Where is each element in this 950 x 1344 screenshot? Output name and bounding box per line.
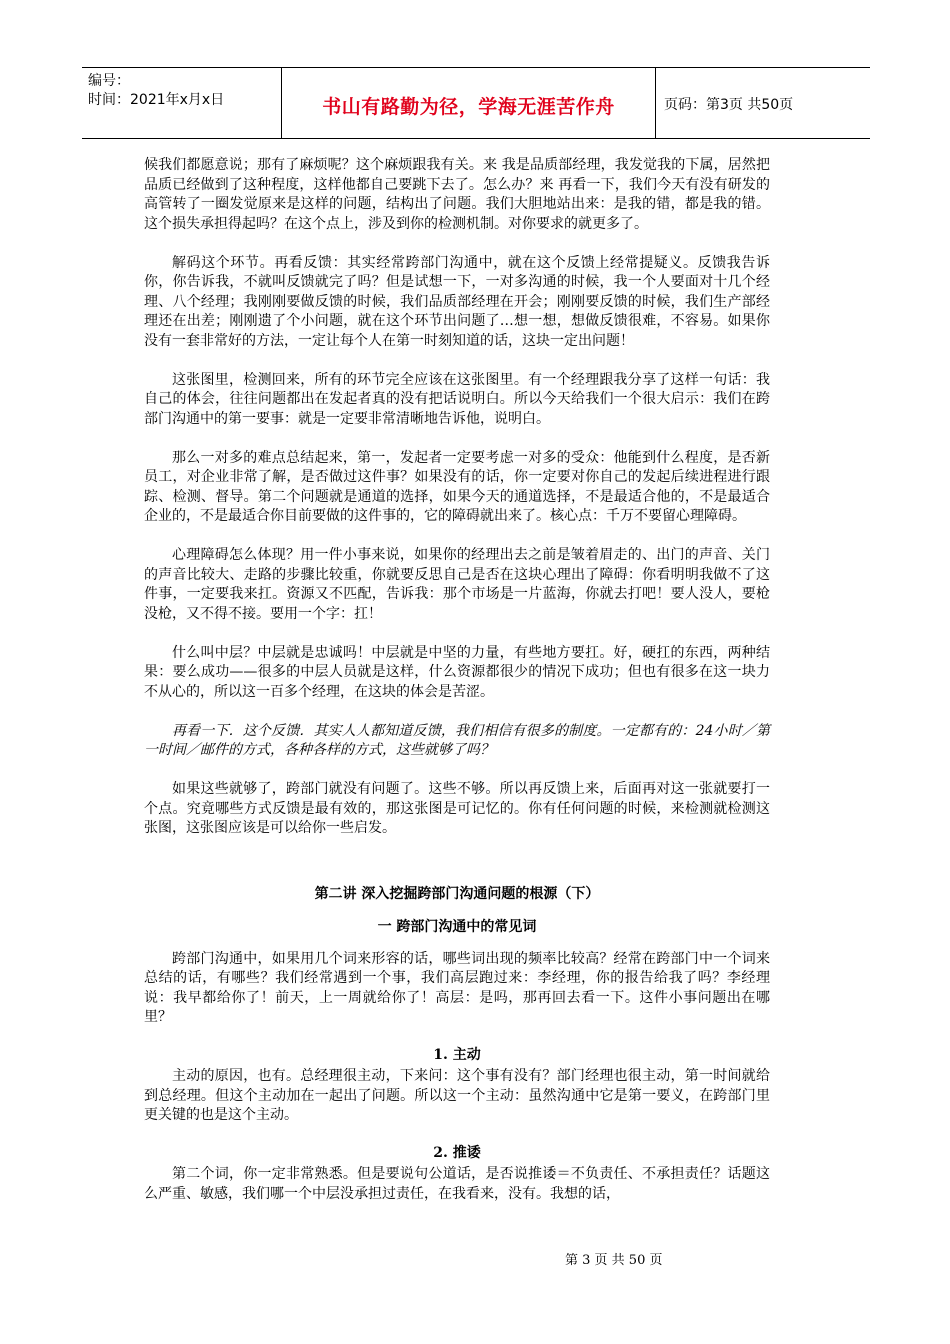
paragraph: 如果这些就够了，跨部门就没有问题了。这些不够。所以再反馈上来，后面再对这一张就要打一个点。究竟哪些方式反馈是最有效的，那这张图是可记忆的。你有任何问题的时候，来检测就检测这张图，这张图应该是可以给你一些启发。 — [144, 781, 770, 836]
paragraph-italic: 再看一下．这个反馈．其实人人都知道反馈，我们相信有很多的制度。一定都有的：24小时／第一时间／邮件的方式，各种各样的方式，这些就够了吗？ — [144, 722, 770, 758]
section-title: 一 跨部门沟通中的常见词 — [377, 919, 537, 935]
paragraph: 什么叫中层？中层就是忠诚吗！中层就是中坚的力量，有些地方要扛。好，硬扛的东西，两种结果：要么成功——很多的中层人员就是这样，什么资源都很少的情况下成功；但也有很多在这一块力不从心的，所以这一百多个经理，在这块的体会是苦涩。 — [144, 644, 770, 700]
header-divider — [655, 68, 656, 138]
header-time-label: 时间：2021年x月x日 — [88, 92, 225, 108]
header-page-label: 页码：第3页 共50页 — [664, 97, 794, 113]
header-meta — [88, 72, 224, 110]
paragraph: 这张图里，检测回来，所有的环节完全应该在这张图里。有一个经理跟我分享了这样一句话：我自己的体会，往往问题都出在发起者真的没有把话说明白。所以今天给我们一个很大启示：我们在跨部门沟通中的第一要事：就是一定要非常清晰地告诉他，说明白。 — [144, 371, 770, 427]
subsection-title: 2. 推诿 — [433, 1144, 481, 1161]
subsection-text: 第二个词，你一定非常熟悉。但是要说句公道话，是否说推诿＝不负责任、不承担责任？话题这么严重、敏感，我们哪一个中层没承担过责任，在我看来，没有。我想的话， — [144, 1166, 770, 1202]
header-number-label: 编号： — [88, 73, 130, 89]
page-header — [82, 67, 870, 139]
header-motto: 书山有路勤为径，学海无涯苦作舟 — [322, 96, 615, 118]
subsection-text: 主动的原因，也有。总经理很主动，下来问：这个事有没有？部门经理也很主动，第一时间就给到总经理。但这个主动加在一起出了问题。所以这一个主动：虽然沟通中它是第一要义，在跨部门里更关键的也是这个主动。 — [144, 1068, 770, 1123]
lecture-title: 第二讲 深入挖掘跨部门沟通问题的根源（下） — [314, 885, 600, 902]
section-intro: 跨部门沟通中，如果用几个词来形容的话，哪些词出现的频率比较高？经常在跨部门中一个词来总结的话，有哪些？我们经常遇到一个事，我们高层跑过来：李经理，你的报告给我了吗？李经理说：我早都给你了！前天，上一周就给你了！高层：是吗，那再回去看一下。这件小事问题出在哪里？ — [144, 950, 770, 1025]
paragraph: 心理障碍怎么体现？用一件小事来说，如果你的经理出去之前是皱着眉走的、出门的声音、关门的声音比较大、走路的步骤比较重，你就要反思自己是否在这块心理出了障碍：你看明明我做不了这件事，一定要我来扛。资源又不匹配，告诉我：那个市场是一片蓝海，你就去打吧！要人没人，要枪没枪，又不得不接。要用一个字：扛！ — [144, 547, 770, 622]
subsection-title: 1. 主动 — [433, 1046, 481, 1063]
paragraph: 候我们都愿意说；那有了麻烦呢？这个麻烦跟我有关。来 我是品质部经理，我发觉我的下属，居然把品质已经做到了这种程度，这样他都自己要跳下去了。怎么办？来 再看一下，我们今天有没有研发的高管转了一圈发觉原来是这样的问题，结构出了问题。我们大胆地站出来：是我的错，都是我的错。这个损失承担得起吗？在这个点上，涉及到你的检测机制。对你要求的就更多了。 — [144, 157, 770, 232]
document-body — [144, 156, 770, 1204]
footer-page-number: 第 3 页 共 50 页 — [565, 1253, 663, 1268]
paragraph: 那么一对多的难点总结起来，第一，发起者一定要考虑一对多的受众：他能到什么程度，是否新员工，对企业非常了解，是否做过这件事？如果没有的话，你一定要对你自己的发起后续进程进行跟踪、检测、督导。第二个问题就是通道的选择，如果今天的通道选择，不是最适合他的，不是最适合企业的，不是最适合你目前要做的这件事的，它的障碍就出来了。核心点：千万不要留心理障碍。 — [144, 449, 770, 524]
paragraph: 解码这个环节。再看反馈：其实经常跨部门沟通中，就在这个反馈上经常提疑义。反馈我告诉你，你告诉我，不就叫反馈就完了吗？但是试想一下，一对多沟通的时候，我一个人要面对十几个经理、八个经理；我刚刚要做反馈的时候，我们品质部经理在开会；刚刚要反馈的时候，我们生产部经理还在出差；刚刚遗了个小问题，就在这个环节出问题了…想一想，想做反馈很难，不容易。如果你没有一套非常好的方法，一定让每个人在第一时刻知道的话，这块一定出问题！ — [144, 254, 770, 349]
